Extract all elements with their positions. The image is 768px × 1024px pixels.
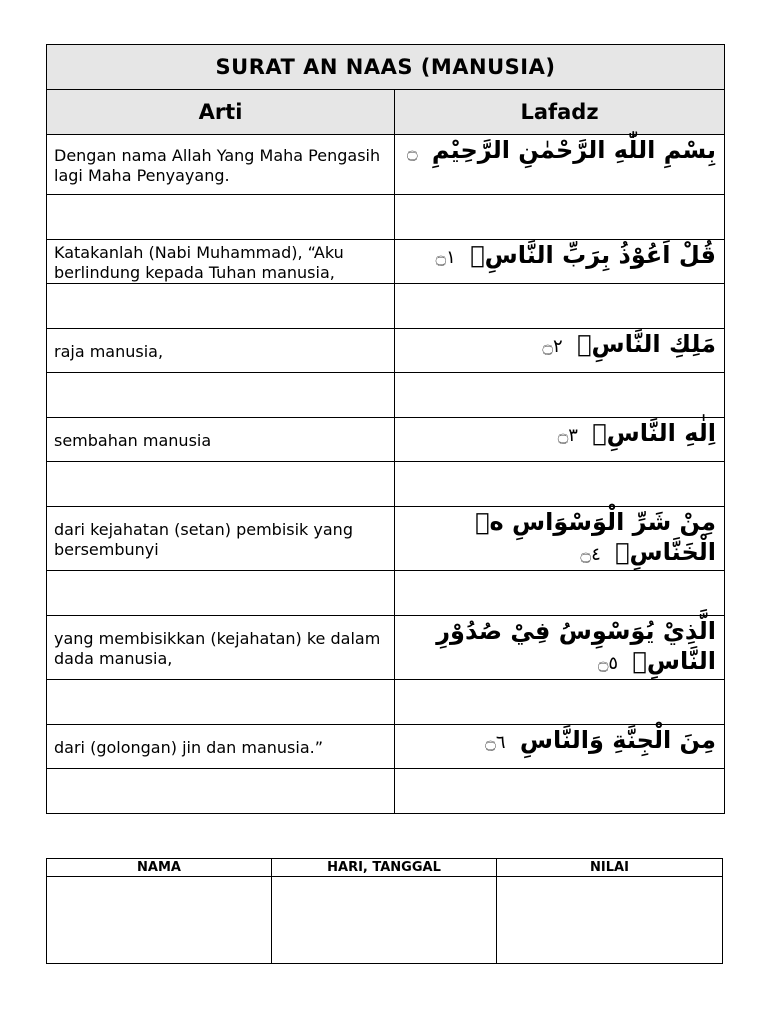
lafadz-cell [395, 616, 725, 680]
blank-cell [395, 195, 725, 240]
lafadz-cell [395, 507, 725, 571]
blank-row [47, 571, 725, 616]
lafadz-cell [395, 725, 725, 769]
student-info-table [46, 858, 723, 964]
lafadz-text: الَّذِيْ يُوَسْوِسُ فِيْ صُدُوْرِ النَّاسِۙ [436, 617, 716, 675]
verse-row-0 [47, 135, 725, 195]
hari-tanggal-header: HARI, TANGGAL [272, 859, 497, 877]
blank-row [47, 284, 725, 329]
lafadz-text: قُلْ اَعُوْذُ بِرَبِّ النَّاسِۙ [470, 241, 716, 269]
hari-tanggal-field[interactable] [272, 877, 497, 964]
verse-row-4 [47, 507, 725, 571]
ayah-end-mark: ۝ [406, 142, 418, 163]
nama-header: NAMA [47, 859, 272, 877]
verse-row-1 [47, 240, 725, 284]
blank-row [47, 195, 725, 240]
ayah-end-mark: ۝٣ [557, 425, 578, 446]
lafadz-text: بِسْمِ اللّٰهِ الرَّحْمٰنِ الرَّحِيْمِ [431, 136, 716, 164]
nama-field[interactable] [47, 877, 272, 964]
blank-cell [47, 769, 395, 814]
lafadz-text: اِلٰهِ النَّاسِۙ [592, 419, 716, 447]
verse-row-5 [47, 616, 725, 680]
blank-cell [47, 462, 395, 507]
arti-text: Dengan nama Allah Yang Maha Pengasih lagi Maha Penyayang. [47, 135, 395, 195]
blank-row [47, 769, 725, 814]
arti-text: yang membisikkan (kejahatan) ke dalam dada manusia, [47, 616, 395, 680]
verse-row-2 [47, 329, 725, 373]
blank-row [47, 680, 725, 725]
ayah-end-mark: ۝٢ [542, 336, 563, 357]
lafadz-cell [395, 135, 725, 195]
blank-cell [47, 373, 395, 418]
ayah-end-mark: ۝٥ [597, 653, 619, 674]
lafadz-text: مِنَ الْجِنَّةِ وَالنَّاسِ [519, 726, 716, 754]
arti-text: raja manusia, [47, 329, 395, 373]
nilai-header: NILAI [497, 859, 723, 877]
blank-cell [47, 195, 395, 240]
blank-cell [395, 769, 725, 814]
ayah-end-mark: ۝٤ [580, 544, 601, 565]
blank-cell [395, 462, 725, 507]
lafadz-text: مَلِكِ النَّاسِۙ [577, 330, 716, 358]
blank-row [47, 462, 725, 507]
blank-cell [47, 284, 395, 329]
ayah-end-mark: ۝٦ [485, 732, 506, 753]
blank-cell [47, 680, 395, 725]
arti-text: dari (golongan) jin dan manusia.” [47, 725, 395, 769]
blank-cell [395, 680, 725, 725]
arti-text: Katakanlah (Nabi Muhammad), “Aku berlindung kepada Tuhan manusia, [47, 240, 395, 284]
column-header-arti: Arti [47, 90, 395, 135]
lafadz-text: مِنْ شَرِّ الْوَسْوَاسِ ەۙ الْخَنَّاسِۖ [475, 508, 716, 566]
ayah-end-mark: ۝١ [435, 247, 456, 268]
verse-row-6 [47, 725, 725, 769]
lafadz-cell [395, 240, 725, 284]
lafadz-cell [395, 418, 725, 462]
blank-cell [47, 571, 395, 616]
surah-table [46, 44, 725, 814]
arti-text: dari kejahatan (setan) pembisik yang bersembunyi [47, 507, 395, 571]
blank-cell [395, 571, 725, 616]
lafadz-cell [395, 329, 725, 373]
blank-cell [395, 373, 725, 418]
arti-text: sembahan manusia [47, 418, 395, 462]
column-header-lafadz: Lafadz [395, 90, 725, 135]
verse-row-3 [47, 418, 725, 462]
nilai-field[interactable] [497, 877, 723, 964]
blank-row [47, 373, 725, 418]
blank-cell [395, 284, 725, 329]
table-title: SURAT AN NAAS (MANUSIA) [47, 45, 725, 90]
